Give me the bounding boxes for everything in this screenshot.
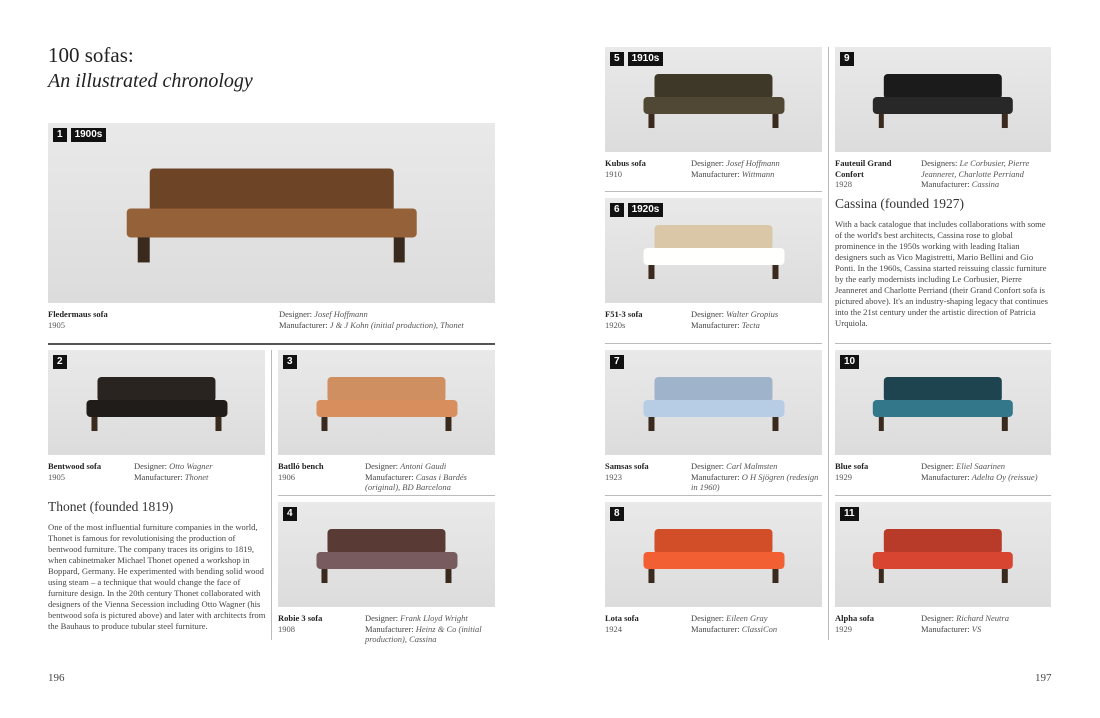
sofa-illustration	[643, 225, 784, 283]
sofa-leg	[649, 265, 655, 279]
sofa-seat	[643, 248, 784, 265]
sofa-illustration	[86, 377, 227, 435]
sofa-name	[835, 158, 917, 190]
designer-label: Designer:	[921, 613, 957, 623]
entry-number-badge: 1	[53, 128, 67, 142]
sofa-entry	[835, 350, 1051, 495]
sofa-back	[327, 377, 445, 403]
sofa-back	[654, 377, 772, 403]
sofa-credits	[921, 613, 1056, 634]
sofa-entry	[835, 502, 1051, 647]
designer-line	[365, 461, 500, 472]
sofa-name	[48, 461, 130, 482]
sofa-year: 1929	[835, 623, 852, 634]
sofa-name-text: Samsas sofa	[605, 461, 649, 471]
designer-label: Designer:	[365, 613, 401, 623]
designer-line	[365, 613, 500, 624]
designer-name: Antoni Gaudi	[400, 461, 447, 471]
essay-heading: Thonet (founded 1819)	[48, 499, 174, 514]
manufacturer-label: Manufacturer:	[365, 623, 416, 634]
entry-badges	[840, 507, 859, 521]
manufacturer-line	[365, 472, 500, 493]
divider	[605, 343, 822, 344]
sofa-year: 1923	[605, 471, 622, 482]
entry-number-badge: 10	[840, 355, 859, 369]
sofa-image	[48, 350, 265, 455]
divider	[48, 343, 495, 345]
sofa-image	[48, 123, 495, 303]
sofa-leg	[649, 569, 655, 583]
sofa-entry	[48, 350, 265, 495]
sofa-name	[278, 613, 360, 634]
divider	[278, 495, 495, 496]
sofa-back	[149, 168, 393, 213]
sofa-seat	[873, 400, 1013, 417]
manufacturer-name: Cassina	[971, 179, 1000, 189]
manufacturer-label: Manufacturer:	[921, 471, 972, 482]
title-line-1: 100 sofas:	[48, 43, 134, 67]
manufacturer-name: VS	[971, 623, 982, 634]
sofa-credits	[691, 613, 826, 634]
sofa-leg	[773, 114, 779, 128]
sofa-credits	[365, 613, 500, 645]
designer-name: Eileen Gray	[726, 613, 768, 623]
sofa-back	[884, 74, 1002, 100]
sofa-entry	[605, 47, 822, 192]
sofa-name-text: F51-3 sofa	[605, 309, 643, 319]
sofa-seat	[643, 97, 784, 114]
sofa-credits	[921, 461, 1056, 482]
sofa-credits	[134, 461, 269, 482]
divider	[835, 495, 1051, 496]
sofa-leg	[773, 265, 779, 279]
designer-name: Richard Neutra	[956, 613, 1009, 623]
entry-badges	[610, 507, 624, 521]
sofa-image	[835, 502, 1051, 607]
entry-number-badge: 5	[610, 52, 624, 66]
sofa-year: 1920s	[605, 319, 626, 330]
sofa-leg	[878, 114, 884, 128]
sofa-name	[605, 613, 687, 634]
sofa-leg	[322, 569, 328, 583]
sofa-name-text: Alpha sofa	[835, 613, 874, 623]
divider	[605, 495, 822, 496]
sofa-image	[278, 502, 495, 607]
sofa-entry	[835, 47, 1051, 192]
designer-line	[921, 461, 1056, 472]
designer-name: Josef Hoffmann	[726, 158, 780, 168]
designer-label: Designer:	[279, 309, 315, 319]
sofa-back	[654, 225, 772, 251]
sofa-entry	[605, 502, 822, 647]
designer-label: Designer:	[691, 461, 727, 471]
designer-label: Designer:	[691, 309, 727, 319]
designer-line	[691, 309, 826, 320]
sofa-name	[605, 461, 687, 482]
sofa-leg	[92, 417, 98, 431]
sofa-image	[835, 350, 1051, 455]
sofa-entry	[278, 502, 495, 647]
sofa-image	[605, 502, 822, 607]
sofa-seat	[316, 552, 457, 569]
entry-number-badge: 3	[283, 355, 297, 369]
sofa-entry	[278, 350, 495, 495]
sofa-year: 1910	[605, 168, 622, 179]
sofa-illustration	[873, 377, 1013, 435]
manufacturer-line	[691, 624, 826, 635]
designer-name: Le Corbusier, Pierre Jeanneret, Charlotte Perriand	[921, 158, 1030, 179]
sofa-illustration	[873, 74, 1013, 132]
entry-badges	[283, 355, 297, 369]
manufacturer-label: Manufacturer:	[921, 623, 972, 634]
sofa-seat	[873, 97, 1013, 114]
entry-number-badge: 9	[840, 52, 854, 66]
manufacturer-label: Manufacturer:	[691, 623, 742, 634]
sofa-credits	[691, 158, 826, 179]
sofa-illustration	[316, 377, 457, 435]
sofa-year: 1906	[278, 471, 295, 482]
sofa-entry	[605, 198, 822, 343]
manufacturer-label: Manufacturer:	[134, 471, 185, 482]
entry-badges	[610, 355, 624, 369]
sofa-leg	[394, 238, 406, 263]
sofa-back	[654, 529, 772, 555]
designer-name: Otto Wagner	[169, 461, 213, 471]
sofa-leg	[878, 417, 884, 431]
title-line-2: An illustrated chronology	[48, 70, 253, 92]
designer-line	[921, 158, 1056, 179]
manufacturer-line	[134, 472, 269, 483]
column-divider	[271, 350, 272, 640]
designer-label: Designer:	[691, 613, 727, 623]
sofa-name-text: Fledermaus sofa	[48, 309, 108, 319]
sofa-leg	[773, 417, 779, 431]
sofa-image	[605, 198, 822, 303]
page-number-right: 197	[1035, 672, 1052, 684]
sofa-leg	[649, 114, 655, 128]
essay-body: With a back catalogue that includes collaborations with some of the world's best architects, Cassina rose to global prominence in the 1950s working with leading Italian designers such as Vico Magistretti, Mario Bellini and Gio Ponti. In the 1960s, Cassina started reissuing classic furniture by the early modernists including Le Corbusier, Pierre Jeanneret and Charlotte Perriand (their Grand Confort sofa is pictured above). It's an industry-shaping legacy that continues into the 21st century under the artistic direction of Patricia Urquiola.	[835, 219, 1048, 328]
sofa-name-text: Batlló bench	[278, 461, 324, 471]
manufacturer-label: Manufacturer:	[279, 319, 330, 330]
sofa-image	[835, 47, 1051, 152]
sofa-back	[884, 529, 1002, 555]
sofa-back	[97, 377, 215, 403]
sofa-name-text: Lota sofa	[605, 613, 639, 623]
manufacturer-line	[921, 624, 1056, 635]
sofa-name	[48, 309, 130, 330]
entry-number-badge: 2	[53, 355, 67, 369]
entry-number-badge: 11	[840, 507, 859, 521]
sofa-illustration	[643, 74, 784, 132]
sofa-back	[884, 377, 1002, 403]
manufacturer-name: ClassiCon	[741, 623, 778, 634]
sofa-seat	[643, 400, 784, 417]
manufacturer-name: Heinz & Co (initial production), Cassina	[365, 623, 482, 644]
sofa-back	[654, 74, 772, 100]
entry-badges	[840, 355, 859, 369]
manufacturer-name: Casas i Bardés (original), BD Barcelona	[365, 471, 467, 492]
manufacturer-line	[921, 179, 1056, 190]
sofa-credits	[691, 461, 826, 493]
sofa-illustration	[873, 529, 1013, 587]
manufacturer-name: J & J Kohn (initial production), Thonet	[329, 319, 464, 330]
manufacturer-line	[691, 169, 826, 180]
sofa-leg	[878, 569, 884, 583]
designer-line	[691, 613, 826, 624]
entry-badges	[53, 128, 106, 142]
sofa-illustration	[643, 377, 784, 435]
sofa-leg	[216, 417, 222, 431]
era-badge: 1900s	[71, 128, 107, 142]
page-title	[48, 42, 253, 94]
sofa-seat	[86, 400, 227, 417]
entry-badges	[283, 507, 297, 521]
manufacturer-name: Wittmann	[741, 168, 775, 179]
entry-number-badge: 8	[610, 507, 624, 521]
designer-label: Designer:	[691, 158, 727, 168]
sofa-illustration	[126, 168, 417, 267]
sofa-image	[278, 350, 495, 455]
page-number-left: 196	[48, 672, 65, 684]
sofa-leg	[322, 417, 328, 431]
sofa-seat	[126, 208, 417, 238]
sofa-seat	[643, 552, 784, 569]
manufacturer-label: Manufacturer:	[691, 319, 742, 330]
sofa-year: 1908	[278, 623, 295, 634]
sofa-leg	[446, 569, 452, 583]
sofa-year: 1928	[835, 179, 852, 189]
sofa-name-text: Bentwood sofa	[48, 461, 102, 471]
designer-label: Designers:	[921, 158, 960, 168]
designer-label: Designer:	[365, 461, 401, 471]
manufacturer-name: Adelta Oy (reissue)	[971, 471, 1038, 482]
sofa-credits	[279, 309, 499, 330]
entry-badges	[610, 203, 663, 217]
sofa-name-text: Kubus sofa	[605, 158, 646, 168]
sofa-credits	[921, 158, 1056, 190]
sofa-seat	[873, 552, 1013, 569]
sofa-name	[605, 158, 687, 179]
manufacturer-name: Tecta	[741, 319, 760, 330]
sofa-entry	[48, 123, 495, 343]
entry-number-badge: 4	[283, 507, 297, 521]
sofa-illustration	[643, 529, 784, 587]
manufacturer-line	[691, 472, 826, 493]
designer-name: Walter Gropius	[726, 309, 779, 319]
sofa-name	[835, 461, 917, 482]
sofa-leg	[1002, 417, 1008, 431]
designer-line	[921, 613, 1056, 624]
manufacturer-label: Manufacturer:	[691, 168, 742, 179]
sofa-leg	[649, 417, 655, 431]
designer-line	[279, 309, 499, 320]
designer-name: Josef Hoffmann	[314, 309, 368, 319]
sofa-leg	[1002, 114, 1008, 128]
sofa-name-text: Robie 3 sofa	[278, 613, 323, 623]
entry-badges	[53, 355, 67, 369]
sofa-leg	[138, 238, 150, 263]
sofa-seat	[316, 400, 457, 417]
manufacturer-line	[691, 320, 826, 331]
designer-line	[691, 461, 826, 472]
sofa-image	[605, 47, 822, 152]
manufacturer-label: Manufacturer:	[921, 179, 972, 189]
designer-name: Carl Malmsten	[726, 461, 778, 471]
sofa-entry	[605, 350, 822, 495]
sofa-illustration	[316, 529, 457, 587]
manufacturer-label: Manufacturer:	[365, 471, 416, 482]
era-badge: 1910s	[628, 52, 664, 66]
sofa-name	[835, 613, 917, 634]
designer-label: Designer:	[921, 461, 957, 471]
sofa-credits	[365, 461, 500, 493]
entry-number-badge: 6	[610, 203, 624, 217]
manufacturer-name: O H Sjögren (redesign in 1960)	[691, 471, 819, 492]
manufacturer-label: Manufacturer:	[691, 471, 742, 482]
designer-label: Designer:	[134, 461, 170, 471]
entry-number-badge: 7	[610, 355, 624, 369]
sofa-back	[327, 529, 445, 555]
entry-badges	[840, 52, 854, 66]
manufacturer-line	[279, 320, 499, 331]
sofa-leg	[1002, 569, 1008, 583]
divider	[605, 191, 822, 192]
designer-name: Frank Lloyd Wright	[400, 613, 468, 623]
manufacturer-line	[365, 624, 500, 645]
sofa-year: 1924	[605, 623, 622, 634]
manufacturer-name: Thonet	[184, 471, 209, 482]
designer-line	[134, 461, 269, 472]
era-badge: 1920s	[628, 203, 664, 217]
designer-line	[691, 158, 826, 169]
sofa-name	[605, 309, 687, 330]
essay-heading: Cassina (founded 1927)	[835, 196, 964, 211]
sofa-leg	[446, 417, 452, 431]
essay-body: One of the most influential furniture companies in the world, Thonet is famous for revolutionising the production of bentwood furniture. The company traces its origins to 1819, when cabinetmaker Michael Thonet opened a workshop in Boppard, Germany. He experimented with bending solid wood using steam – a technique that would change the face of furniture design. In the 20th century Thonet collaborated with designers of the Vienna Secession including Otto Wagner (his bentwood sofa is pictured above) and later with architects from the Bauhaus to produce tubular steel furniture.	[48, 522, 266, 631]
sofa-name-text: Blue sofa	[835, 461, 869, 471]
sofa-credits	[691, 309, 826, 330]
column-divider	[828, 47, 829, 640]
divider	[835, 343, 1051, 344]
designer-name: Eliel Saarinen	[956, 461, 1006, 471]
sofa-year: 1929	[835, 471, 852, 482]
sofa-year: 1905	[48, 471, 65, 482]
sofa-name-text: Fauteuil Grand Confort	[835, 158, 892, 179]
manufacturer-line	[921, 472, 1056, 483]
entry-badges	[610, 52, 663, 66]
sofa-year: 1905	[48, 319, 65, 330]
sofa-name	[278, 461, 360, 482]
sofa-leg	[773, 569, 779, 583]
sofa-image	[605, 350, 822, 455]
